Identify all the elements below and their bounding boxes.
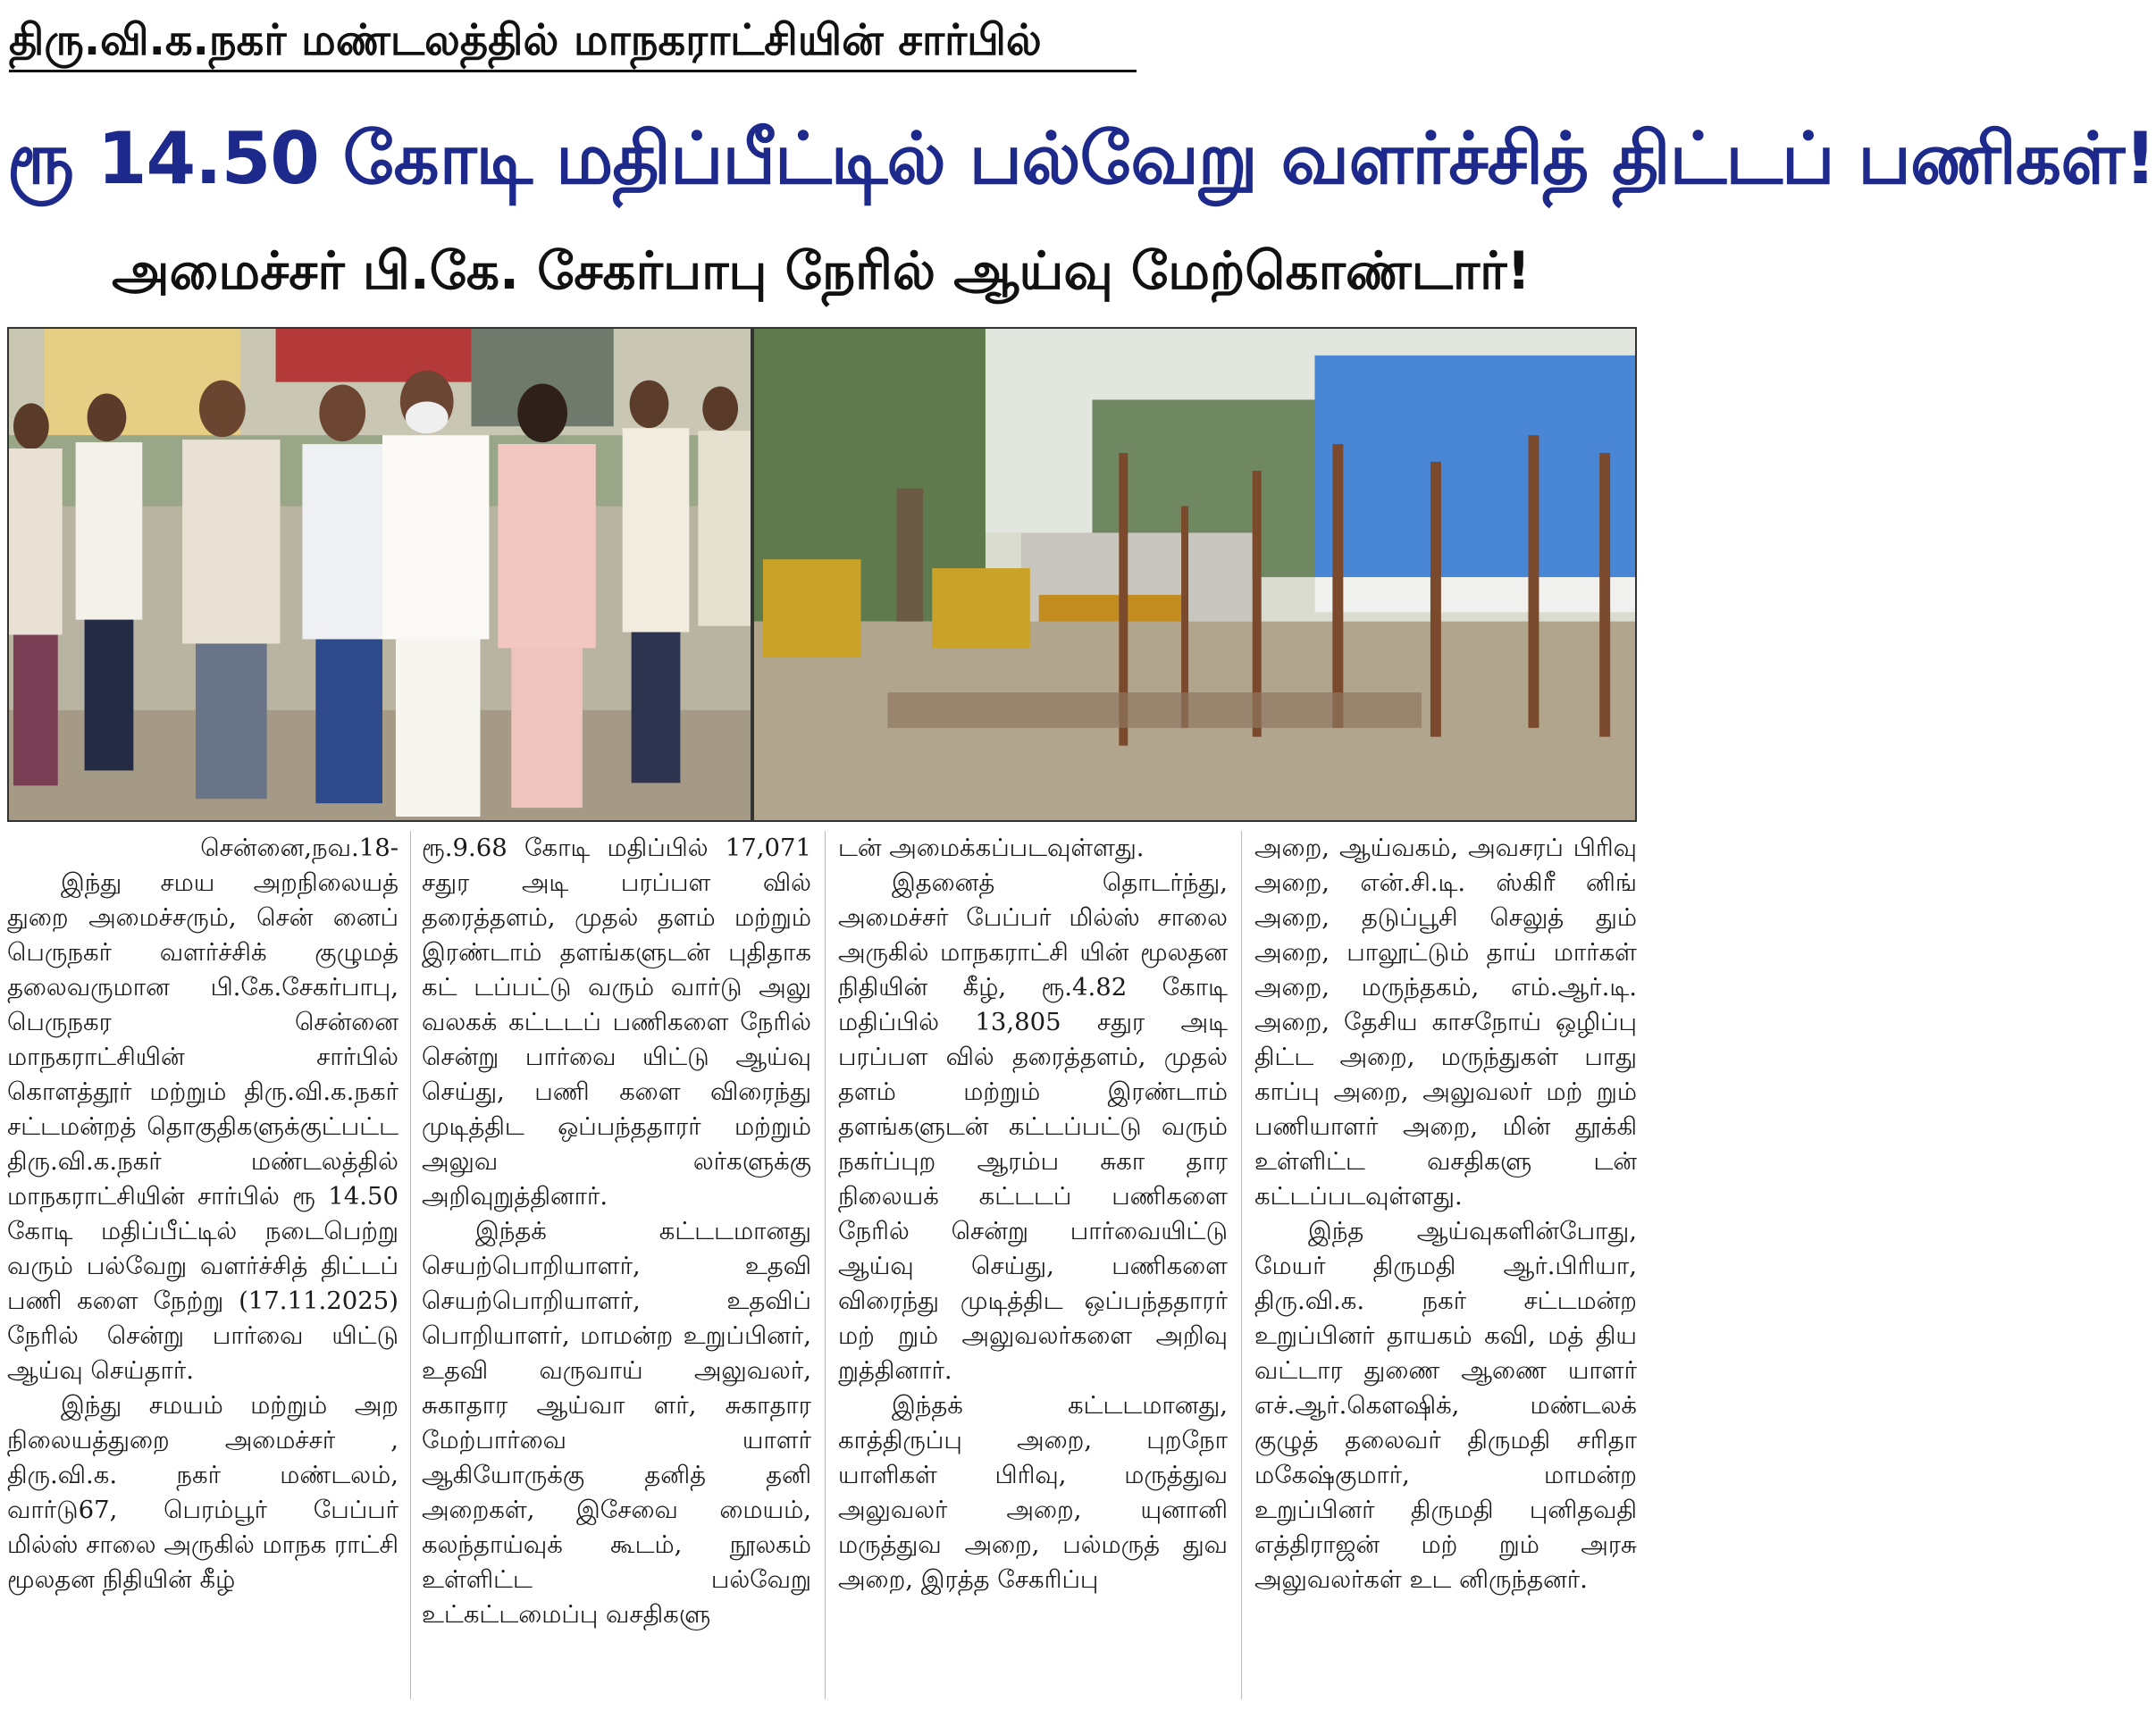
article-column-1 xyxy=(7,831,398,1699)
minister-inspection-photo xyxy=(7,327,752,822)
paragraph: இதனைத் தொடர்ந்து, அமைச்சர் பேப்பர் மில்ஸ் சாலை அருகில் மாநகராட்சி யின் மூலதன நிதியின் கீழ், ரூ.4.82 கோடி மதிப்பில் 13,805 சதுர அடி பரப்பள வில் தரைத்தளம், முதல் தளம் மற்றும் இரண்டாம் தளங்களுடன் கட்டப்பட்டு வரும் நகர்ப்புற ஆரம்ப சுகா தார நிலையக் கட்டடப் பணிகளை நேரில் சென்று பார்வையிட்டு ஆய்வு செய்து, பணிகளை விரைந்து முடித்திட ஒப்பந்ததாரர் மற் றும் அலுவலர்களை அறிவு றுத்தினார். xyxy=(838,868,1228,1385)
sub-headline: அமைச்சர் பி.கே. சேகர்பாபு நேரில் ஆய்வு மேற்கொண்டார்! xyxy=(112,240,1531,301)
paragraph: அறை, ஆய்வகம், அவசரப் பிரிவு அறை, என்.சி.டி. ஸ்கிரீ னிங் அறை, தடுப்பூசி செலுத் தும் அறை, பாலூட்டும் தாய் மார்கள் அறை, மருந்தகம், எம்.ஆர்.டி. அறை, தேசிய காசநோய் ஒழிப்பு திட்ட அறை, மருந்துகள் பாது காப்பு அறை, அலுவலர் மற் றும் பணியாளர் அறை, மின் தூக்கி உள்ளிட்ட வசதிகளு டன் கட்டப்படவுள்ளது. xyxy=(1254,834,1637,1211)
paragraph: இந்த ஆய்வுகளின்போது, மேயர் திருமதி ஆர்.பிரியா, திரு.வி.க. நகர் சட்டமன்ற உறுப்பினர் தாயகம் கவி, மத் திய வட்டார துணை ஆணை யாளர் எச்.ஆர்.கௌஷிக், மண்டலக் குழுத் தலைவர் திருமதி சரிதா மகேஷ்குமார், மாமன்ற உறுப்பினர் திருமதி புனிதவதி எத்திராஜன் மற் றும் அரசு அலுவலர்கள் உட னிருந்தனர். xyxy=(1254,1217,1637,1594)
article-column-4 xyxy=(1254,831,1637,1699)
paragraph: டன் அமைக்கப்படவுள்ளது. xyxy=(838,834,1145,862)
paragraph: இந்து சமயம் மற்றும் அற நிலையத்துறை அமைச்சர் , திரு.வி.க. நகர் மண்டலம், வார்டு67, பெரம்பூர் பேப்பர் மில்ஸ் சாலை அருகில் மாநக ராட்சி மூலதன நிதியின் கீழ் xyxy=(7,1391,398,1594)
paragraph: இந்தக் கட்டடமானது செயற்பொறியாளர், உதவி செயற்பொறியாளர், உதவிப் பொறியாளர், மாமன்ற உறுப்பினர், உதவி வருவாய் அலுவலர், சுகாதார ஆய்வா ளர், சுகாதார மேற்பார்வை யாளர் ஆகியோருக்கு தனித் தனி அறைகள், இசேவை மையம், கலந்தாய்வுக் கூடம், நூலகம் உள்ளிட்ட பல்வேறு உட்கட்டமைப்பு வசதிகளு xyxy=(422,1217,811,1629)
column-divider xyxy=(410,831,411,1699)
article-column-2 xyxy=(422,831,811,1699)
paragraph: இந்தக் கட்டடமானது, காத்திருப்பு அறை, புறநோ யாளிகள் பிரிவு, மருத்துவ அலுவலர் அறை, யுனானி மருத்துவ அறை, பல்மருத் துவ அறை, இரத்த சேகரிப்பு xyxy=(838,1391,1228,1594)
paragraph: ரூ.9.68 கோடி மதிப்பில் 17,071 சதுர அடி பரப்பள வில் தரைத்தளம், முதல் தளம் மற்றும் இரண்டாம் தளங்களுடன் புதிதாக கட் டப்பட்டு வரும் வார்டு அலு வலகக் கட்டடப் பணிகளை நேரில் சென்று பார்வை யிட்டு ஆய்வு செய்து, பணி களை விரைந்து முடித்திட ஒப்பந்ததாரர் மற்றும் அலுவ லர்களுக்கு அறிவுறுத்தினார். xyxy=(422,834,811,1211)
column-divider xyxy=(1241,831,1242,1699)
column-divider xyxy=(825,831,826,1699)
dateline: சென்னை,நவ.18- xyxy=(200,834,398,862)
kicker-heading: திரு.வி.க.நகர் மண்டலத்தில் மாநகராட்சியின் சார்பில் xyxy=(9,13,1137,72)
construction-site-photo xyxy=(752,327,1637,822)
paragraph: இந்து சமய அறநிலையத் துறை அமைச்சரும், சென் னைப் பெருநகர் வளர்ச்சிக் குழுமத் தலைவருமான பி.கே.சேகர்பாபு, பெருநகர சென்னை மாநகராட்சியின் சார்பில் கொளத்தூர் மற்றும் திரு.வி.க.நகர் சட்டமன்றத் தொகுதிகளுக்குட்பட்ட திரு.வி.க.நகர் மண்டலத்தில் மாநகராட்சியின் சார்பில் ரூ 14.50 கோடி மதிப்பீட்டில் நடைபெற்று வரும் பல்வேறு வளர்ச்சித் திட்டப் பணி களை நேற்று (17.11.2025) நேரில் சென்று பார்வை யிட்டு ஆய்வு செய்தார். xyxy=(7,868,398,1385)
main-headline: ரூ 14.50 கோடி மதிப்பீட்டில் பல்வேறு வளர்ச்சித் திட்டப் பணிகள்! xyxy=(7,117,2156,200)
article-column-3 xyxy=(838,831,1228,1699)
